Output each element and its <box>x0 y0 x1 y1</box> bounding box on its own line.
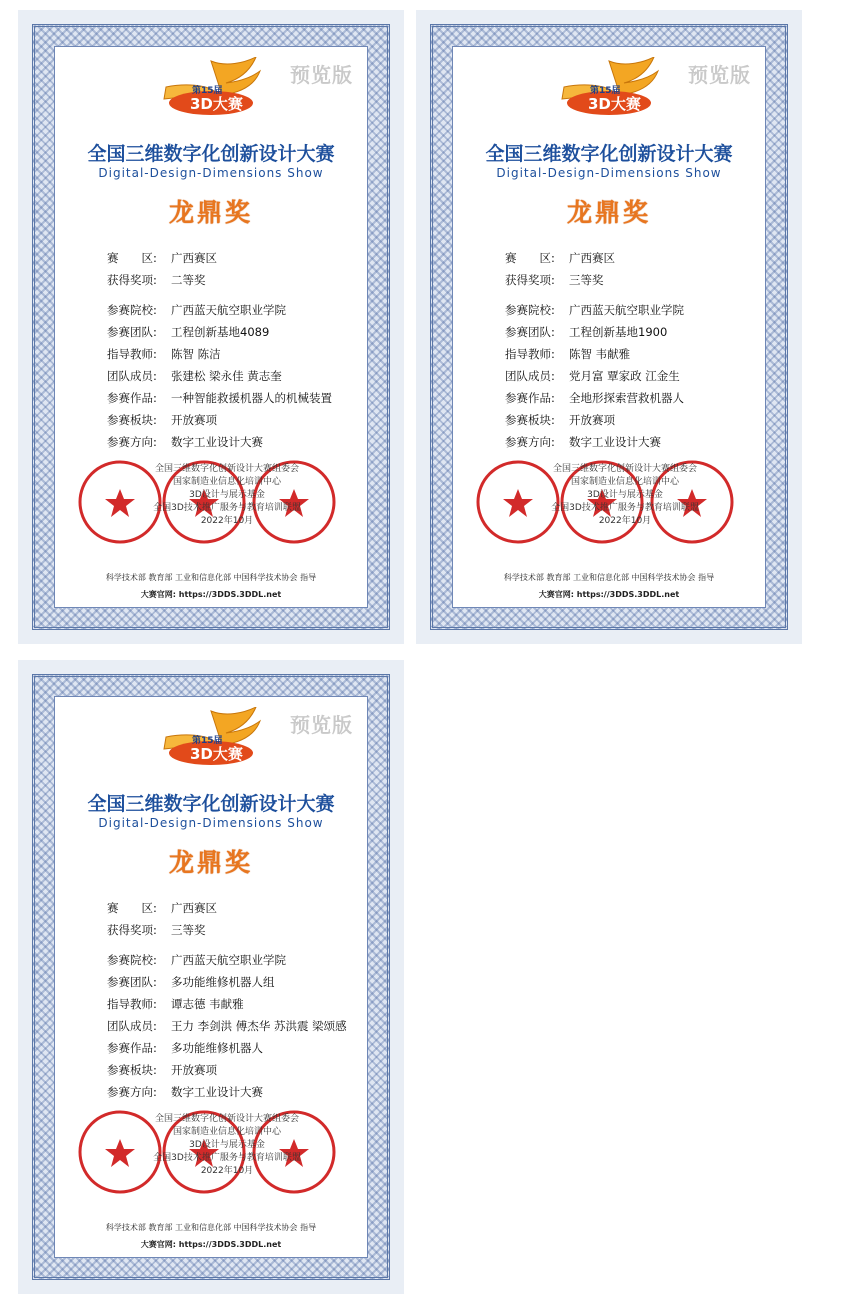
field-school <box>107 949 357 971</box>
contest-subtitle: Digital-Design-Dimensions Show <box>98 166 324 180</box>
field-advisor <box>107 993 357 1015</box>
field-label: 参赛板块: <box>505 413 555 427</box>
guiding-organizations: 科学技术部 教育部 工业和信息化部 中国科学技术协会 指导 <box>105 1223 317 1232</box>
watermark: 预览版 <box>290 713 353 737</box>
field-label: 参赛方向: <box>107 435 157 449</box>
field-region <box>107 897 357 919</box>
field-value: 多功能维修机器人 <box>171 1041 263 1055</box>
field-work <box>107 1037 357 1059</box>
field-value: 广西赛区 <box>171 901 217 915</box>
seal-caption: 国家制造业信息化培训中心 <box>570 477 679 487</box>
field-value: 三等奖 <box>569 273 604 287</box>
seal-caption: 国家制造业信息化培训中心 <box>172 477 281 487</box>
contest-title: 全国三维数字化创新设计大赛 <box>87 143 335 165</box>
contest-title: 全国三维数字化创新设计大赛 <box>485 143 733 165</box>
contest-logo <box>156 707 266 773</box>
seal-caption: 全国3D技术推广服务与教育培训联盟 <box>153 503 301 513</box>
certificate <box>18 10 404 644</box>
logo-badge: 第15届 <box>192 86 223 96</box>
field-prize <box>505 269 755 291</box>
contest-logo <box>156 57 266 123</box>
award-name: 龙鼎奖 <box>168 198 253 227</box>
contest-subtitle: Digital-Design-Dimensions Show <box>496 166 722 180</box>
field-value: 工程创新基地1900 <box>569 325 668 339</box>
field-value: 多功能维修机器人组 <box>171 975 275 989</box>
field-value: 广西蓝天航空职业学院 <box>171 953 286 967</box>
field-direction <box>107 1081 357 1103</box>
field-team <box>107 971 357 993</box>
field-label: 参赛作品: <box>107 1041 157 1055</box>
field-label: 获得奖项: <box>107 273 157 287</box>
field-value: 数字工业设计大赛 <box>171 1085 263 1099</box>
field-label: 团队成员: <box>505 369 555 383</box>
field-value: 开放赛项 <box>171 1063 217 1077</box>
field-label: 参赛院校: <box>107 953 157 967</box>
award-name: 龙鼎奖 <box>566 198 651 227</box>
official-website: 大赛官网: https://3DDS.3DDL.net <box>538 590 680 599</box>
field-label: 参赛作品: <box>107 391 157 405</box>
logo-text: 3D大赛 <box>190 745 243 763</box>
certificate-fields <box>505 247 755 453</box>
field-value: 陈智 韦献雅 <box>569 347 631 361</box>
field-label: 参赛板块: <box>107 413 157 427</box>
field-region <box>505 247 755 269</box>
field-prize <box>107 919 357 941</box>
certificate <box>416 10 802 644</box>
field-label: 参赛团队: <box>107 325 157 339</box>
watermark: 预览版 <box>688 63 751 87</box>
field-value: 三等奖 <box>171 923 206 937</box>
award-name: 龙鼎奖 <box>168 848 253 877</box>
field-members <box>505 365 755 387</box>
field-team <box>107 321 357 343</box>
field-work <box>107 387 357 409</box>
field-advisor <box>505 343 755 365</box>
seal-caption: 全国三维数字化创新设计大赛组委会 <box>154 1114 299 1124</box>
field-value: 二等奖 <box>171 273 206 287</box>
contest-title: 全国三维数字化创新设计大赛 <box>87 793 335 815</box>
field-value: 一种智能救援机器人的机械装置 <box>171 391 332 405</box>
logo-badge: 第15届 <box>192 736 223 746</box>
seal-caption: 国家制造业信息化培训中心 <box>172 1127 281 1137</box>
official-website: 大赛官网: https://3DDS.3DDL.net <box>140 1240 282 1249</box>
field-label: 指导教师: <box>107 347 157 361</box>
field-label: 指导教师: <box>505 347 555 361</box>
official-website: 大赛官网: https://3DDS.3DDL.net <box>140 590 282 599</box>
field-value: 陈智 陈洁 <box>171 347 221 361</box>
field-school <box>505 299 755 321</box>
field-value: 广西蓝天航空职业学院 <box>569 303 684 317</box>
field-value: 党月富 覃家政 江金生 <box>569 369 680 383</box>
field-members <box>107 1015 357 1037</box>
guiding-organizations: 科学技术部 教育部 工业和信息化部 中国科学技术协会 指导 <box>105 573 317 582</box>
contest-logo <box>554 57 664 123</box>
seal-date: 2022年10月 <box>200 516 254 526</box>
field-label: 参赛板块: <box>107 1063 157 1077</box>
field-team <box>505 321 755 343</box>
field-value: 数字工业设计大赛 <box>569 435 661 449</box>
field-label: 参赛院校: <box>505 303 555 317</box>
logo-badge: 第15届 <box>590 86 621 96</box>
field-value: 开放赛项 <box>171 413 217 427</box>
field-label: 参赛团队: <box>505 325 555 339</box>
field-label: 赛 区: <box>107 901 157 915</box>
field-value: 广西蓝天航空职业学院 <box>171 303 286 317</box>
field-value: 全地形探索营救机器人 <box>569 391 684 405</box>
seal-caption: 3D设计与展示基金 <box>189 1140 265 1150</box>
field-section <box>107 1059 357 1081</box>
field-members <box>107 365 357 387</box>
field-value: 张建松 梁永佳 黄志奎 <box>171 369 282 383</box>
watermark: 预览版 <box>290 63 353 87</box>
field-section <box>505 409 755 431</box>
certificate-paper <box>54 696 368 1258</box>
field-label: 参赛团队: <box>107 975 157 989</box>
seal-area <box>55 459 367 559</box>
field-label: 赛 区: <box>107 251 157 265</box>
field-advisor <box>107 343 357 365</box>
seal-caption: 3D设计与展示基金 <box>189 490 265 500</box>
seal-caption: 3D设计与展示基金 <box>587 490 663 500</box>
seal-caption: 全国3D技术推广服务与教育培训联盟 <box>551 503 699 513</box>
seal-date: 2022年10月 <box>598 516 652 526</box>
seal-caption: 全国三维数字化创新设计大赛组委会 <box>552 464 697 474</box>
field-value: 王力 李剑洪 傅杰华 苏洪震 梁颂感 <box>171 1019 347 1033</box>
seal-caption: 全国三维数字化创新设计大赛组委会 <box>154 464 299 474</box>
field-label: 团队成员: <box>107 1019 157 1033</box>
seal-area <box>55 1109 367 1209</box>
logo-text: 3D大赛 <box>190 95 243 113</box>
field-region <box>107 247 357 269</box>
field-label: 获得奖项: <box>107 923 157 937</box>
field-label: 参赛方向: <box>505 435 555 449</box>
certificate-paper <box>54 46 368 608</box>
field-label: 团队成员: <box>107 369 157 383</box>
field-value: 广西赛区 <box>171 251 217 265</box>
certificate-fields <box>107 247 357 453</box>
guiding-organizations: 科学技术部 教育部 工业和信息化部 中国科学技术协会 指导 <box>503 573 715 582</box>
field-school <box>107 299 357 321</box>
seal-area <box>453 459 765 559</box>
certificate-fields <box>107 897 357 1103</box>
field-label: 赛 区: <box>505 251 555 265</box>
contest-subtitle: Digital-Design-Dimensions Show <box>98 816 324 830</box>
field-label: 获得奖项: <box>505 273 555 287</box>
field-section <box>107 409 357 431</box>
field-value: 谭志德 韦献雅 <box>171 997 244 1011</box>
field-value: 开放赛项 <box>569 413 615 427</box>
certificate-paper <box>452 46 766 608</box>
field-value: 工程创新基地4089 <box>171 325 270 339</box>
field-label: 参赛作品: <box>505 391 555 405</box>
field-work <box>505 387 755 409</box>
logo-text: 3D大赛 <box>588 95 641 113</box>
field-label: 参赛院校: <box>107 303 157 317</box>
field-direction <box>505 431 755 453</box>
field-label: 指导教师: <box>107 997 157 1011</box>
field-label: 参赛方向: <box>107 1085 157 1099</box>
field-value: 数字工业设计大赛 <box>171 435 263 449</box>
field-direction <box>107 431 357 453</box>
certificate <box>18 660 404 1294</box>
field-value: 广西赛区 <box>569 251 615 265</box>
seal-date: 2022年10月 <box>200 1166 254 1176</box>
field-prize <box>107 269 357 291</box>
seal-caption: 全国3D技术推广服务与教育培训联盟 <box>153 1153 301 1163</box>
